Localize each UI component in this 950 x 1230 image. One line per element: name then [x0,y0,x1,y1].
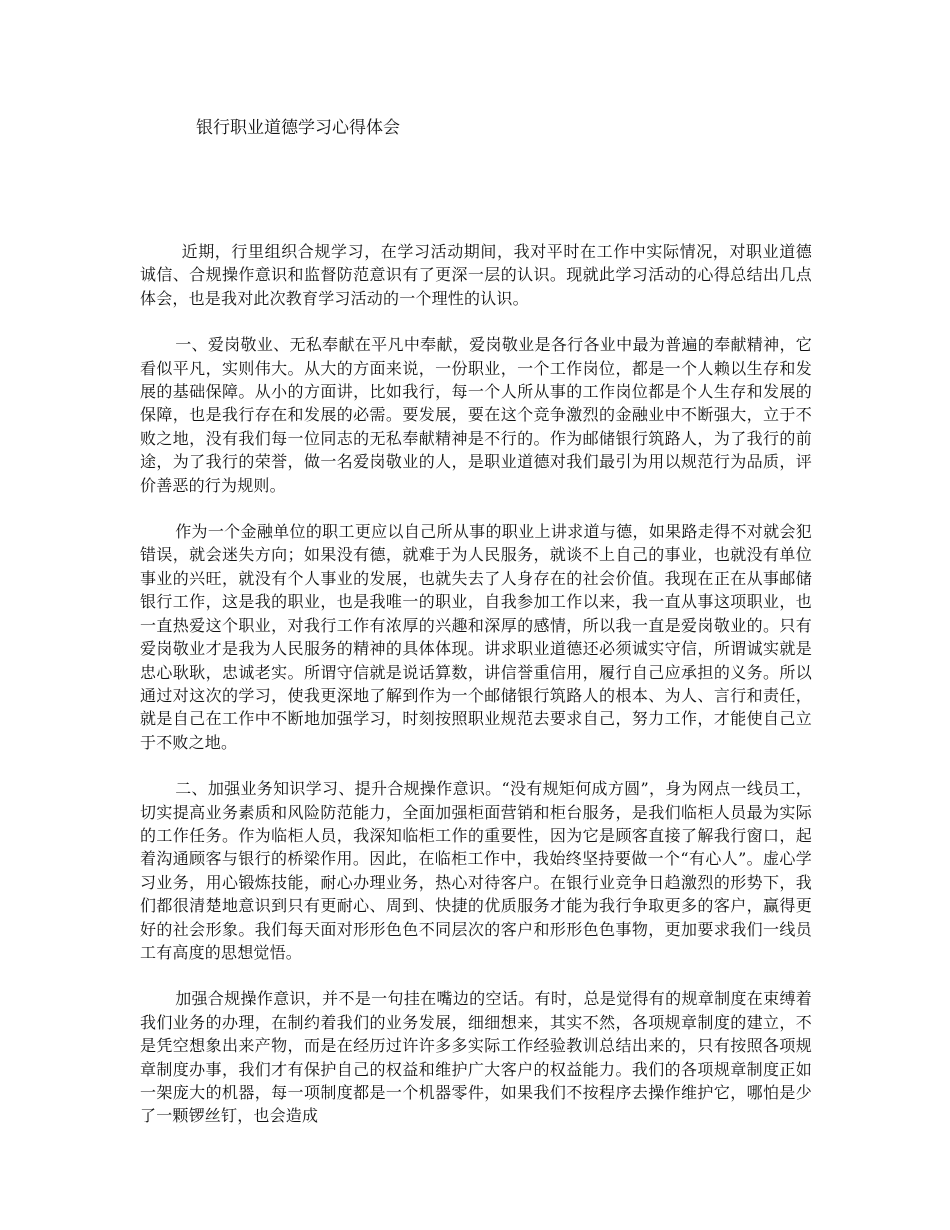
paragraph-compliance-study: 二、加强业务知识学习、提升合规操作意识。“没有规矩何成方圆”，身为网点一线员工，切实提高业务素质和风险防范能力，全面加强柜面营销和柜台服务，是我们临柜人员最为实际的工作任务。作为临柜人员，我深知临柜工作的重要性，因为它是顾客直接了解我行窗口，起着沟通顾客与银行的桥梁作用。因此，在临柜工作中，我始终坚持要做一个“有心人”。虚心学习业务，用心锻炼技能，耐心办理业务，热心对待客户。在银行业竞争日趋激烈的形势下，我们都很清楚地意识到只有更耐心、周到、快捷的优质服务才能为我行争取更多的客户，赢得更好的社会形象。我们每天面对形形色色不同层次的客户和形形色色事物，更加要求我们一线员工有高度的思想觉悟。 [140,779,812,962]
document-body [140,240,812,1151]
paragraph-compliance-awareness: 加强合规操作意识，并不是一句挂在嘴边的空话。有时，总是觉得有的规章制度在束缚着我们业务的办理，在制约着我们的业务发展，细细想来，其实不然，各项规章制度的建立，不是凭空想象出来产物，而是在经历过许许多多实际工作经验教训总结出来的，只有按照各项规章制度办事，我们才有保护自己的权益和维护广大客户的权益能力。我们的各项规章制度正如一架庞大的机器，每一项制度都是一个机器零件，如果我们不按程序去操作维护它，哪怕是少了一颗锣丝钉，也会造成 [140,989,812,1126]
paragraph-dedication: 一、爱岗敬业、无私奉献在平凡中奉献，爱岗敬业是各行各业中最为普遍的奉献精神，它看似平凡，实则伟大。从大的方面来说，一份职业，一个工作岗位，都是一个人赖以生存和发展的基础保障。从小的方面讲，比如我行，每一个人所从事的工作岗位都是个人生存和发展的保障，也是我行存在和发展的必需。要发展，要在这个竞争激烈的金融业中不断强大，立于不败之地，没有我们每一位同志的无私奉献精神是不行的。作为邮储银行筑路人，为了我行的前途，为了我行的荣誉，做一名爱岗敬业的人，是职业道德对我们最引为用以规范行为品质，评价善恶的行为规则。 [140,335,812,495]
paragraph-intro: 近期，行里组织合规学习，在学习活动期间，我对平时在工作中实际情况，对职业道德诚信、合规操作意识和监督防范意识有了更深一层的认识。现就此学习活动的心得总结出几点体会，也是我对此次教育学习活动的一个理性的认识。 [140,242,812,308]
document-title: 银行职业道德学习心得体会 [196,118,400,138]
paragraph-ethics: 作为一个金融单位的职工更应以自己所从事的职业上讲求道与德，如果路走得不对就会犯错误，就会迷失方向；如果没有德，就难于为人民服务，就谈不上自己的事业，也就没有单位事业的兴旺，就没有个人事业的发展，也就失去了人身存在的社会价值。我现在正在从事邮储银行工作，这是我的职业，也是我唯一的职业，自我参加工作以来，我一直从事这项职业，也一直热爱这个职业，对我行工作有浓厚的兴趣和深厚的感情，所以我一直是爱岗敬业的。只有爱岗敬业才是我为人民服务的精神的具体体现。讲求职业道德还必须诚实守信，所谓诚实就是忠心耿耿，忠诚老实。所谓守信就是说话算数，讲信誉重信用，履行自己应承担的义务。所以通过对这次的学习，使我更深地了解到作为一个邮储银行筑路人的根本、为人、言行和责任，就是自己在工作中不断地加强学习，时刻按照职业规范去要求自己，努力工作，才能使自己立于不败之地。 [140,522,812,752]
